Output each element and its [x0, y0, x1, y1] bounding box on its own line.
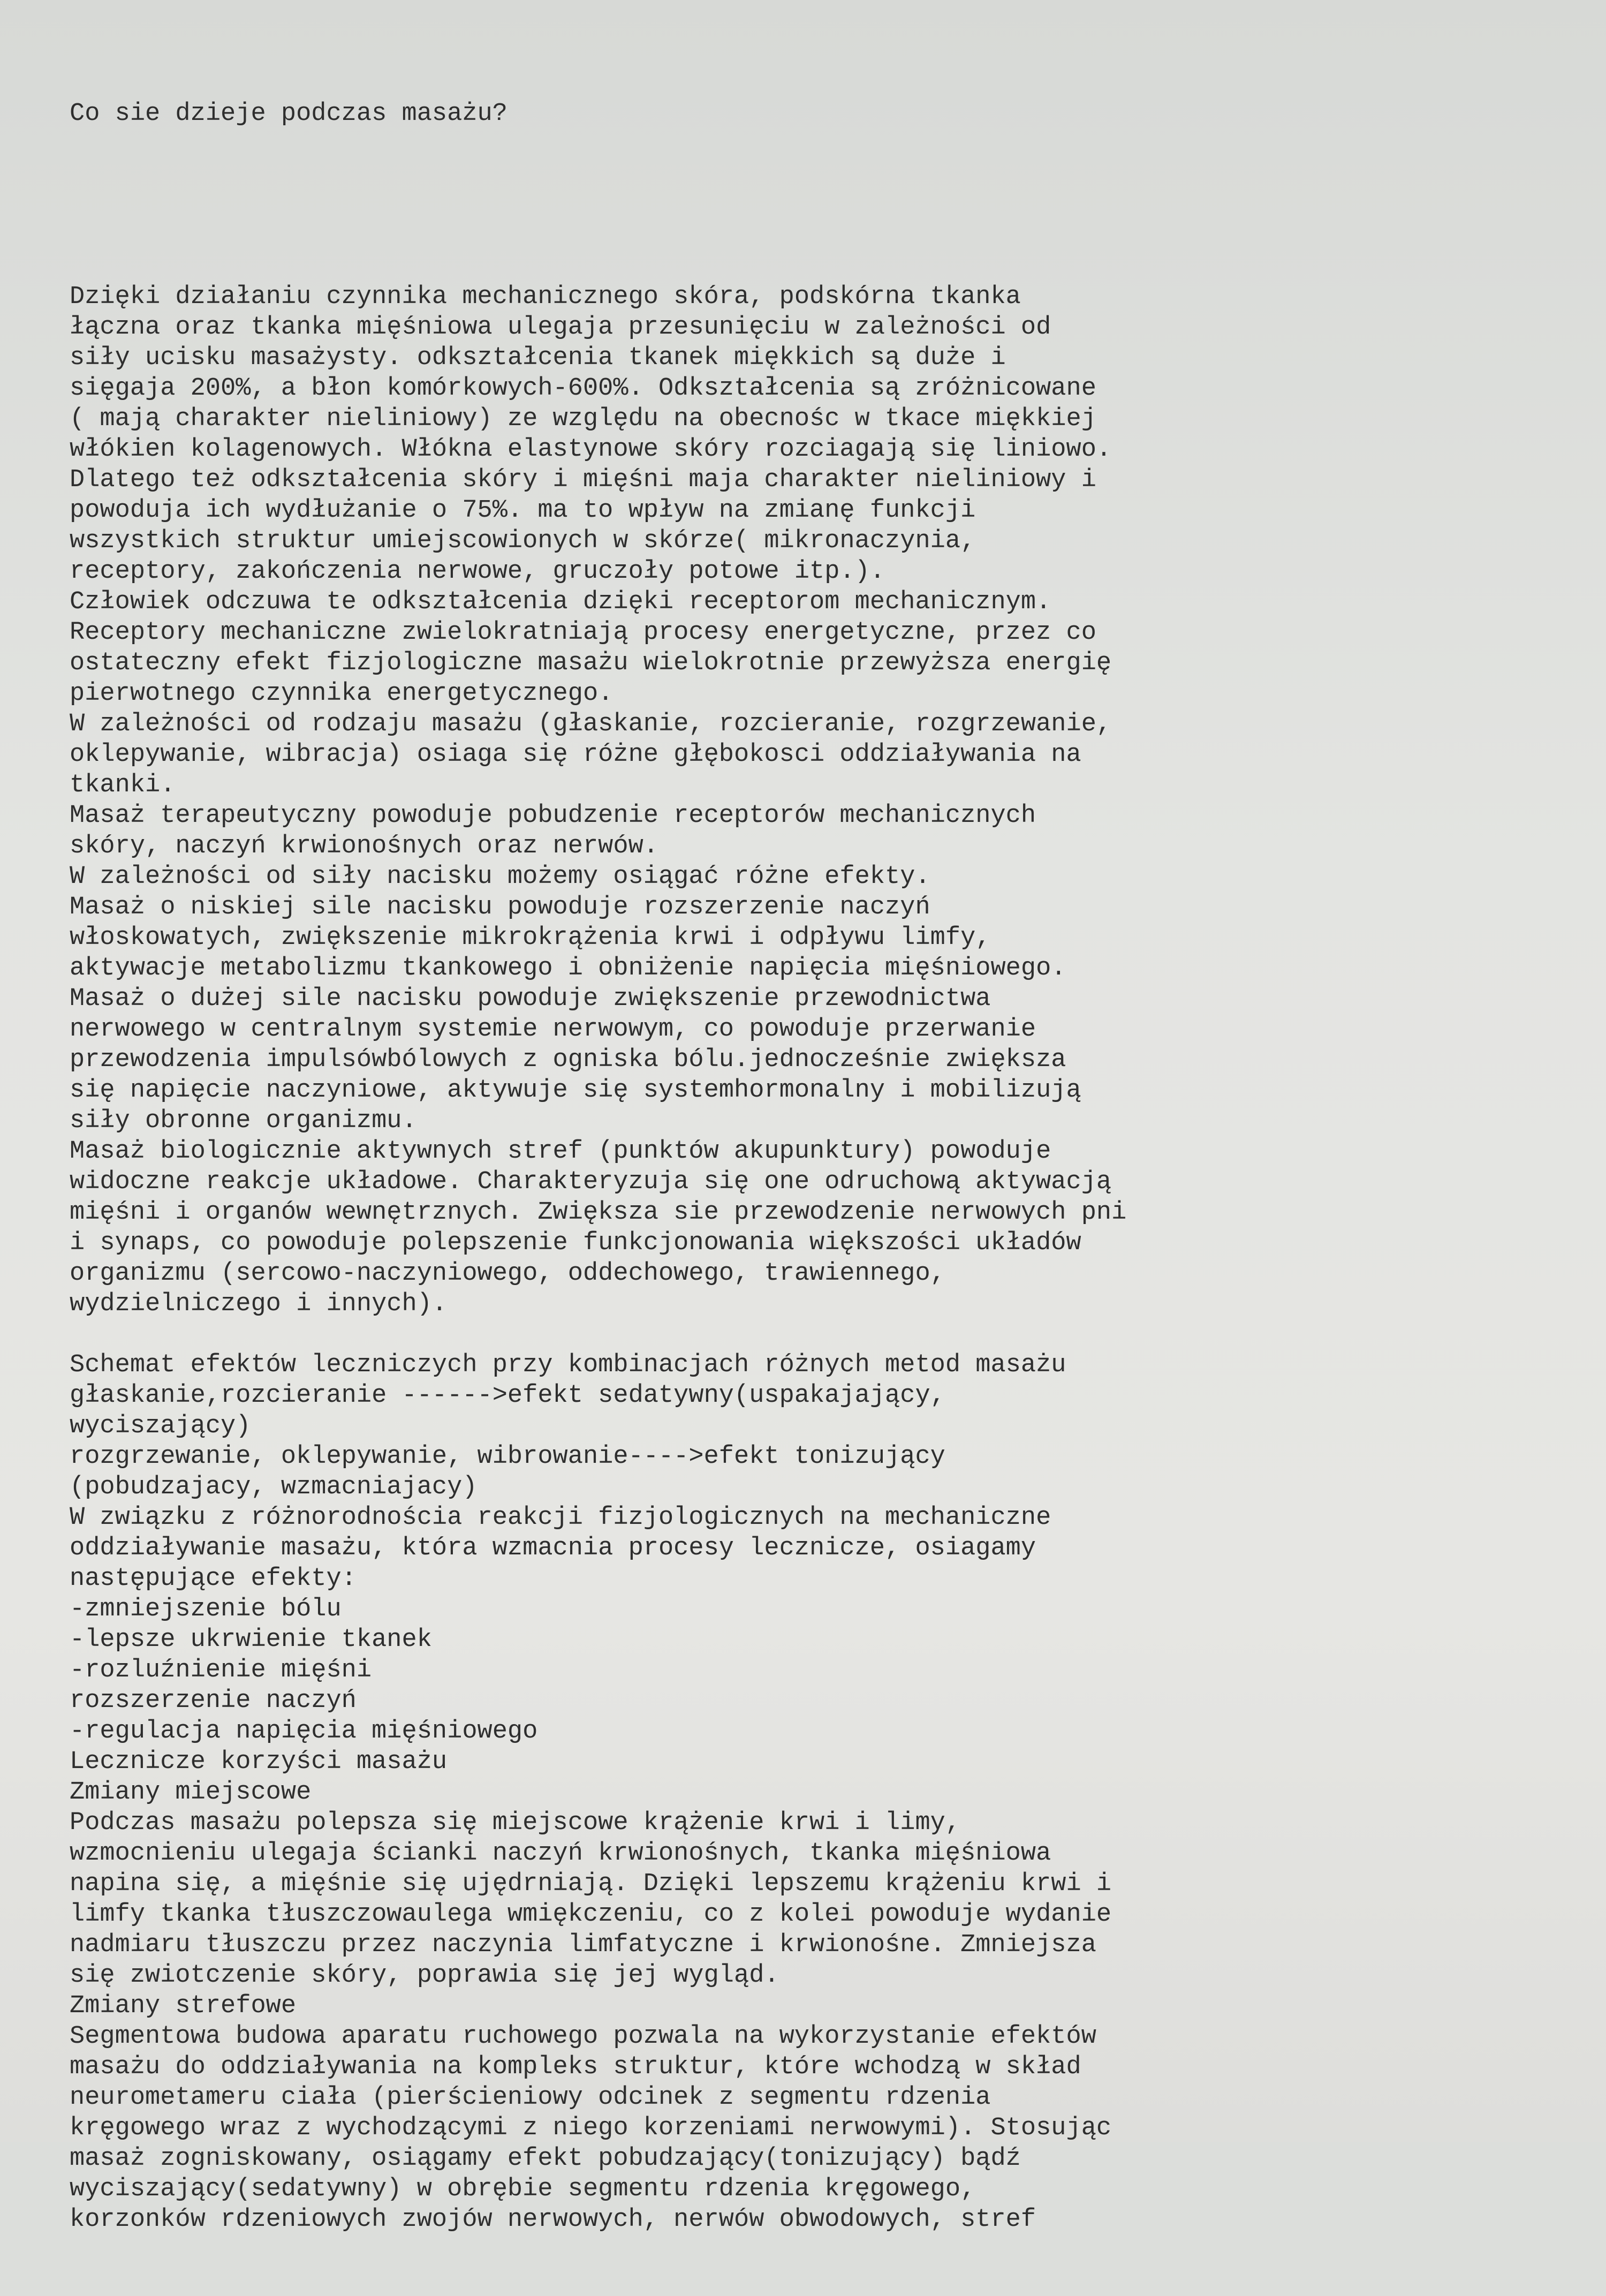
text-line: [70, 1319, 1590, 1350]
text-line: Receptory mechaniczne zwielokratniają procesy energetyczne, przez co: [70, 618, 1096, 647]
text-line: głaskanie,rozcieranie ------>efekt sedatywny(uspakajający,: [70, 1381, 945, 1410]
text-line: Masaż o dużej sile nacisku powoduje zwiększenie przewodnictwa: [70, 985, 991, 1013]
text-lines: [70, 282, 1590, 2235]
text-line: Segmentowa budowa aparatu ruchowego pozwala na wykorzystanie efektów: [70, 2022, 1096, 2051]
text-line: wyciszający): [70, 1412, 251, 1440]
text-line: rozszerzenie naczyń: [70, 1687, 357, 1715]
text-line: oddziaływanie masażu, która wzmacnia procesy lecznicze, osiagamy: [70, 1534, 1036, 1562]
text-line: Człowiek odczuwa te odkształcenia dzięki receptorom mechanicznym.: [70, 588, 1051, 616]
text-line: tkanki.: [70, 771, 176, 799]
text-line: włoskowatych, zwiększenie mikrokrążenia krwi i odpływu limfy,: [70, 924, 991, 952]
text-line: i synaps, co powoduje polepszenie funkcjonowania większości układów: [70, 1229, 1081, 1257]
text-line: Masaż terapeutyczny powoduje pobudzenie receptorów mechanicznych: [70, 802, 1036, 830]
text-line: kręgowego wraz z wychodzącymi z niego korzeniami nerwowymi). Stosując: [70, 2114, 1112, 2142]
text-line: ( mają charakter nieliniowy) ze względu na obecnośc w tkace miękkiej: [70, 405, 1096, 433]
text-line: W zależności od siły nacisku możemy osiągać różne efekty.: [70, 863, 930, 891]
text-line: powoduja ich wydłużanie o 75%. ma to wpływ na zmianę funkcji: [70, 496, 976, 525]
text-line: -zmniejszenie bólu: [70, 1595, 342, 1623]
text-line: receptory, zakończenia nerwowe, gruczoły potowe itp.).: [70, 557, 885, 586]
text-line: Masaż biologicznie aktywnych stref (punktów akupunktury) powoduje: [70, 1137, 1051, 1166]
text-line: wydzielniczego i innych).: [70, 1290, 448, 1318]
text-line: wzmocnieniu ulegaja ścianki naczyń krwionośnych, tkanka mięśniowa: [70, 1839, 1051, 1868]
text-line: następujące efekty:: [70, 1565, 357, 1593]
text-line: rozgrzewanie, oklepywanie, wibrowanie---->efekt tonizujący: [70, 1442, 945, 1471]
text-line: widoczne reakcje układowe. Charakteryzuja się one odruchową aktywacją: [70, 1168, 1112, 1196]
text-line: Schemat efektów leczniczych przy kombinacjach różnych metod masażu: [70, 1351, 1066, 1379]
blank-line: [70, 190, 1590, 221]
text-line: sięgaja 200%, a błon komórkowych-600%. Odkształcenia są zróżnicowane: [70, 374, 1096, 403]
text-line: Dzięki działaniu czynnika mechanicznego skóra, podskórna tkanka: [70, 283, 1021, 311]
text-line: nadmiaru tłuszczu przez naczynia limfatyczne i krwionośne. Zmniejsza: [70, 1931, 1096, 1959]
text-line: łączna oraz tkanka mięśniowa ulegaja przesunięciu w zależności od: [70, 313, 1051, 342]
text-line: przewodzenia impulsówbólowych z ogniska bólu.jednocześnie zwiększa: [70, 1046, 1066, 1074]
text-line: siły obronne organizmu.: [70, 1107, 417, 1135]
text-line: Zmiany strefowe: [70, 1992, 297, 2020]
text-line: nerwowego w centralnym systemie nerwowym, co powoduje przerwanie: [70, 1015, 1036, 1044]
text-line: pierwotnego czynnika energetycznego.: [70, 679, 613, 708]
text-line: siły ucisku masażysty. odkształcenia tkanek miękkich są duże i: [70, 344, 1006, 372]
text-line: wyciszający(sedatywny) w obrębie segmentu rdzenia kręgowego,: [70, 2175, 976, 2203]
text-line: ostateczny efekt fizjologiczne masażu wielokrotnie przewyższa energię: [70, 649, 1112, 677]
document-title: Co sie dzieje podczas masażu?: [70, 100, 507, 128]
text-line: Masaż o niskiej sile nacisku powoduje rozszerzenie naczyń: [70, 893, 930, 922]
text-line: masażu do oddziaływania na kompleks struktur, które wchodzą w skład: [70, 2053, 1081, 2081]
text-line: się napięcie naczyniowe, aktywuje się systemhormonalny i mobilizują: [70, 1076, 1081, 1105]
text-line: organizmu (sercowo-naczyniowego, oddechowego, trawiennego,: [70, 1259, 945, 1288]
text-line: W związku z różnorodnościa reakcji fizjologicznych na mechaniczne: [70, 1504, 1051, 1532]
text-line: skóry, naczyń krwionośnych oraz nerwów.: [70, 832, 658, 860]
text-line: limfy tkanka tłuszczowaulega wmiękczeniu, co z kolei powoduje wydanie: [70, 1900, 1112, 1929]
text-line: Lecznicze korzyści masażu: [70, 1748, 448, 1776]
text-line: się zwiotczenie skóry, poprawia się jej wygląd.: [70, 1961, 779, 1990]
text-line: neurometameru ciała (pierścieniowy odcinek z segmentu rdzenia: [70, 2083, 991, 2112]
text-line: -lepsze ukrwienie tkanek: [70, 1626, 432, 1654]
text-line: (pobudzajacy, wzmacniajacy): [70, 1473, 478, 1501]
text-line: korzonków rdzeniowych zwojów nerwowych, nerwów obwodowych, stref: [70, 2206, 1036, 2234]
text-line: W zależności od rodzaju masażu (głaskanie, rozcieranie, rozgrzewanie,: [70, 710, 1112, 738]
text-line: Podczas masażu polepsza się miejscowe krążenie krwi i limy,: [70, 1809, 961, 1837]
text-line: oklepywanie, wibracja) osiaga się różne głębokosci oddziaływania na: [70, 741, 1081, 769]
text-line: włókien kolagenowych. Włókna elastynowe skóry rozciagają się liniowo.: [70, 435, 1112, 464]
text-line: aktywacje metabolizmu tkankowego i obniżenie napięcia mięśniowego.: [70, 954, 1066, 983]
text-line: wszystkich struktur umiejscowionych w skórze( mikronaczynia,: [70, 527, 976, 555]
text-line: -rozluźnienie mięśni: [70, 1656, 372, 1685]
text-line: Zmiany miejscowe: [70, 1778, 312, 1807]
text-line: -regulacja napięcia mięśniowego: [70, 1717, 538, 1746]
text-line: mięśni i organów wewnętrznych. Zwiększa sie przewodzenie nerwowych pni: [70, 1198, 1127, 1227]
text-line: napina się, a mięśnie się ujędrniają. Dzięki lepszemu krążeniu krwi i: [70, 1870, 1112, 1898]
text-line: masaż zogniskowany, osiągamy efekt pobudzający(tonizujący) bądź: [70, 2144, 1021, 2173]
document-body: [70, 37, 1590, 2296]
text-line: Dlatego też odkształcenia skóry i mięśni maja charakter nieliniowy i: [70, 466, 1096, 494]
